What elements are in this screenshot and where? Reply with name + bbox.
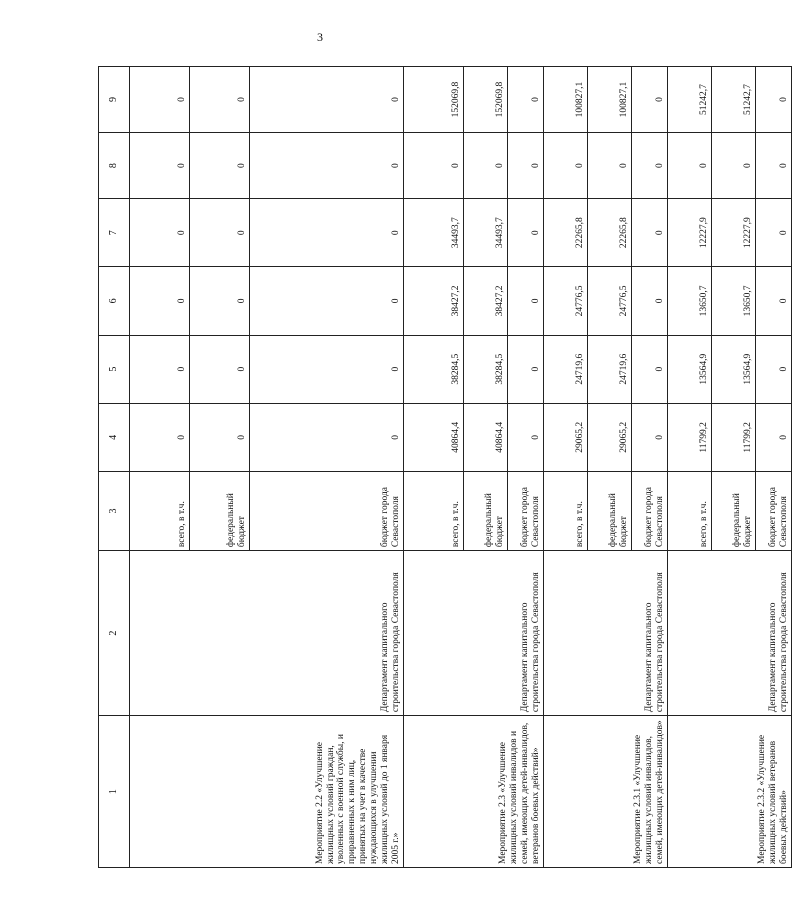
value-cell: 100827,1 [544, 67, 588, 133]
measure-cell: Мероприятие 2.3.1 «Улучшение жилищных условий инвалидов, семей, имеющих детей-инвалидов» [544, 716, 668, 868]
value-cell: 24776,5 [544, 267, 588, 335]
table-row [668, 67, 712, 868]
value-cell: 152069,8 [464, 67, 508, 133]
value-cell: 100827,1 [588, 67, 632, 133]
value-cell: 29065,2 [588, 403, 632, 471]
value-cell: 0 [508, 133, 544, 199]
col-header: 2 [99, 551, 130, 716]
value-cell: 0 [588, 133, 632, 199]
value-cell: 0 [130, 403, 190, 471]
value-cell: 13650,7 [712, 267, 756, 335]
value-cell: 152069,8 [404, 67, 464, 133]
source-cell: всего, в т.ч. [544, 471, 588, 550]
col-header: 1 [99, 716, 130, 868]
executor-cell: Департамент капитального строительства города Севастополя [544, 551, 668, 716]
value-cell: 0 [404, 133, 464, 199]
value-cell: 0 [508, 403, 544, 471]
value-cell: 0 [632, 67, 668, 133]
table-row [404, 67, 464, 868]
col-header: 5 [99, 335, 130, 403]
page-number: 3 [317, 30, 323, 44]
executor-cell: Департамент капитального строительства города Севастополя [668, 551, 792, 716]
value-cell: 22265,8 [544, 199, 588, 267]
value-cell: 0 [130, 267, 190, 335]
value-cell: 0 [190, 403, 250, 471]
value-cell: 38284,5 [404, 335, 464, 403]
measure-cell: Мероприятие 2.3 «Улучшение жилищных условий инвалидов и семей, имеющих детей-инвалидов, ветеранов боевых действий» [404, 716, 544, 868]
header-row [99, 67, 130, 868]
value-cell: 0 [508, 267, 544, 335]
value-cell: 0 [632, 133, 668, 199]
value-cell: 0 [250, 67, 404, 133]
value-cell: 0 [250, 403, 404, 471]
value-cell: 0 [756, 67, 792, 133]
source-cell: федеральный бюджет [712, 471, 756, 550]
value-cell: 0 [250, 335, 404, 403]
value-cell: 51242,7 [668, 67, 712, 133]
value-cell: 0 [756, 199, 792, 267]
value-cell: 0 [668, 133, 712, 199]
value-cell: 38427,2 [404, 267, 464, 335]
value-cell: 0 [712, 133, 756, 199]
value-cell: 0 [756, 267, 792, 335]
value-cell: 0 [756, 335, 792, 403]
value-cell: 0 [250, 199, 404, 267]
value-cell: 11799,2 [668, 403, 712, 471]
value-cell: 13564,9 [712, 335, 756, 403]
value-cell: 0 [544, 133, 588, 199]
value-cell: 0 [130, 67, 190, 133]
source-cell: всего, в т.ч. [404, 471, 464, 550]
source-cell: всего, в т.ч. [130, 471, 190, 550]
measure-cell: Мероприятие 2.3.2 «Улучшение жилищных условий ветеранов боевых действий» [668, 716, 792, 868]
source-cell: бюджет города Севастополя [508, 471, 544, 550]
measure-cell: Мероприятие 2.2 «Улучшение жилищных условий граждан, уволенных с военной службы, и приравненных к ним лиц, принятых на учет в качестве нуждающихся в улучшении жилищных условий до 1 января 2005 г.» [130, 716, 404, 868]
col-header: 7 [99, 199, 130, 267]
table-row [544, 67, 588, 868]
value-cell: 0 [190, 67, 250, 133]
value-cell: 0 [756, 403, 792, 471]
col-header: 3 [99, 471, 130, 550]
source-cell: бюджет города Севастополя [250, 471, 404, 550]
col-header: 4 [99, 403, 130, 471]
value-cell: 0 [190, 199, 250, 267]
value-cell: 0 [632, 403, 668, 471]
value-cell: 24719,6 [544, 335, 588, 403]
value-cell: 0 [632, 199, 668, 267]
value-cell: 0 [508, 67, 544, 133]
value-cell: 24719,6 [588, 335, 632, 403]
value-cell: 0 [250, 267, 404, 335]
value-cell: 12227,9 [668, 199, 712, 267]
value-cell: 0 [250, 133, 404, 199]
source-cell: федеральный бюджет [464, 471, 508, 550]
value-cell: 12227,9 [712, 199, 756, 267]
source-cell: всего, в т.ч. [668, 471, 712, 550]
source-cell: бюджет города Севастополя [756, 471, 792, 550]
value-cell: 29065,2 [544, 403, 588, 471]
value-cell: 0 [508, 335, 544, 403]
source-cell: федеральный бюджет [190, 471, 250, 550]
col-header: 8 [99, 133, 130, 199]
value-cell: 40864,4 [404, 403, 464, 471]
value-cell: 0 [130, 335, 190, 403]
value-cell: 0 [756, 133, 792, 199]
value-cell: 0 [464, 133, 508, 199]
value-cell: 0 [190, 335, 250, 403]
value-cell: 11799,2 [712, 403, 756, 471]
source-cell: федеральный бюджет [588, 471, 632, 550]
rotated-table-container [98, 66, 790, 868]
value-cell: 40864,4 [464, 403, 508, 471]
value-cell: 24776,5 [588, 267, 632, 335]
executor-cell: Департамент капитального строительства города Севастополя [130, 551, 404, 716]
value-cell: 13650,7 [668, 267, 712, 335]
value-cell: 38427,2 [464, 267, 508, 335]
value-cell: 22265,8 [588, 199, 632, 267]
value-cell: 0 [190, 267, 250, 335]
value-cell: 38284,5 [464, 335, 508, 403]
value-cell: 34493,7 [464, 199, 508, 267]
col-header: 6 [99, 267, 130, 335]
value-cell: 0 [632, 267, 668, 335]
table-row [130, 67, 190, 868]
value-cell: 0 [508, 199, 544, 267]
value-cell: 13564,9 [668, 335, 712, 403]
budget-table [98, 66, 792, 868]
value-cell: 34493,7 [404, 199, 464, 267]
value-cell: 0 [130, 199, 190, 267]
col-header: 9 [99, 67, 130, 133]
executor-cell: Департамент капитального строительства города Севастополя [404, 551, 544, 716]
value-cell: 0 [632, 335, 668, 403]
value-cell: 51242,7 [712, 67, 756, 133]
value-cell: 0 [130, 133, 190, 199]
value-cell: 0 [190, 133, 250, 199]
source-cell: бюджет города Севастополя [632, 471, 668, 550]
